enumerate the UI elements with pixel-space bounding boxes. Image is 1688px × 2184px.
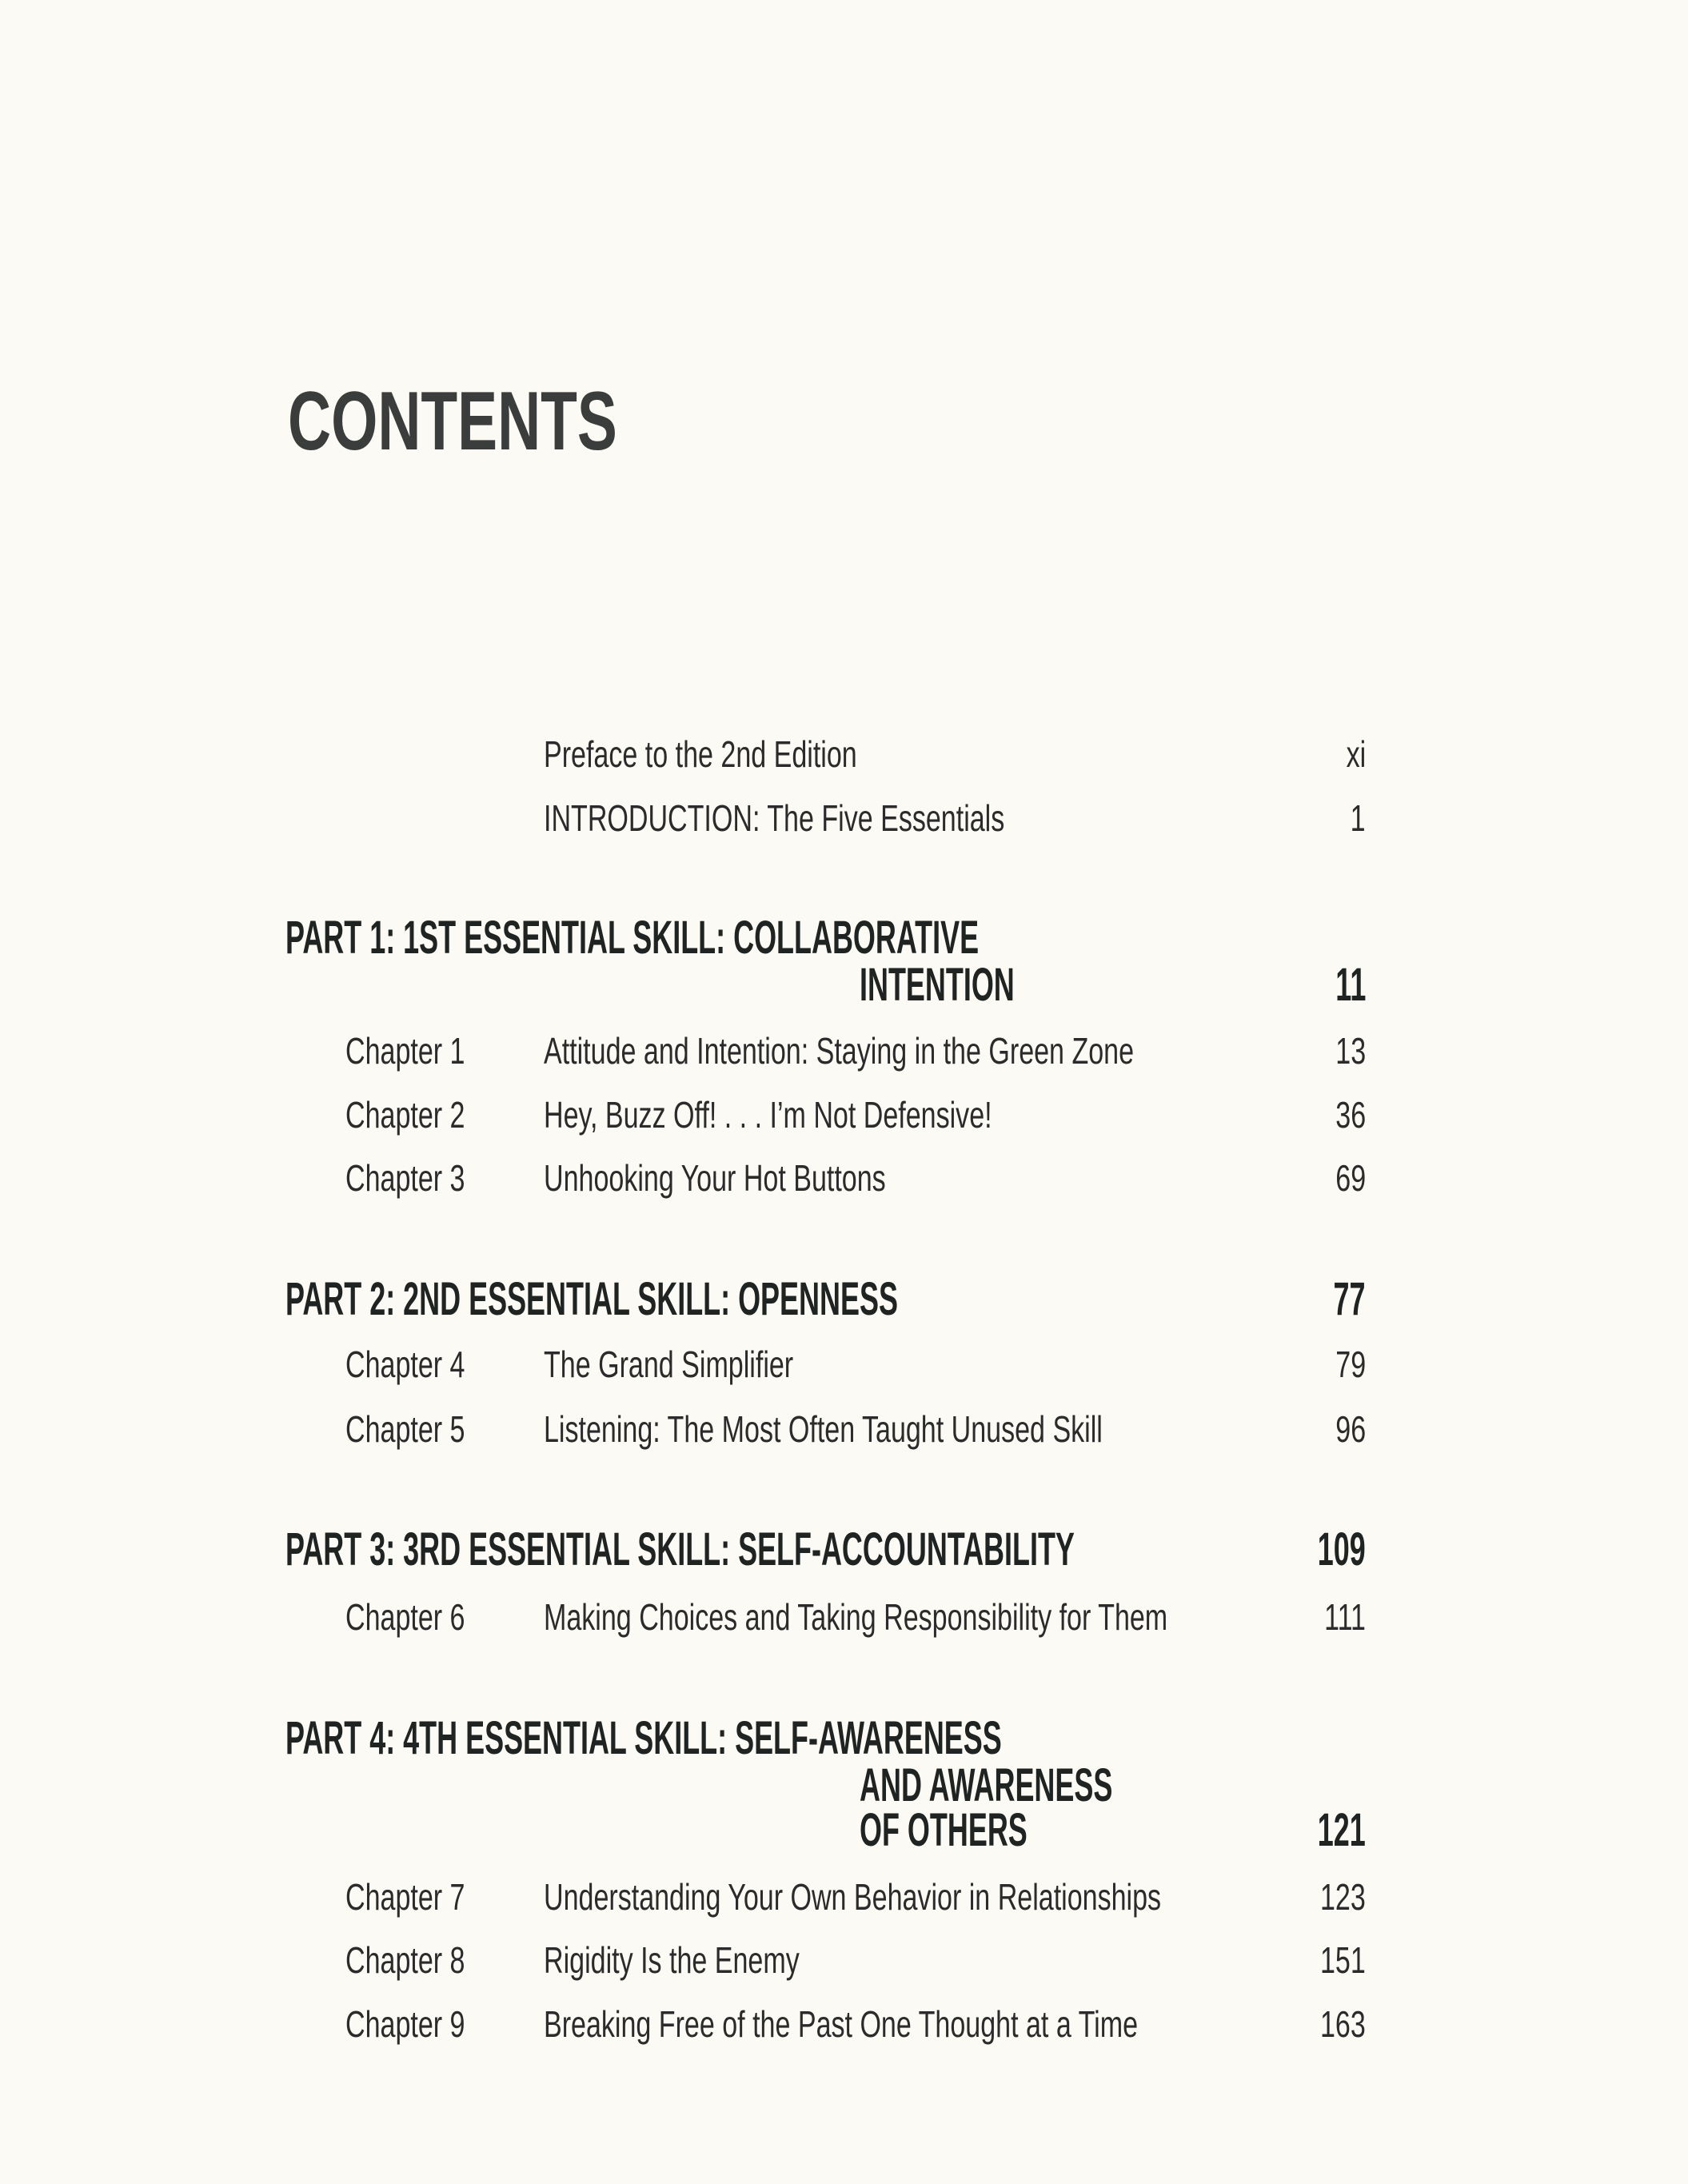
chapter-page: 111 [1324,1596,1366,1638]
part-heading: PART 1: 1ST ESSENTIAL SKILL: COLLABORATIVE [285,912,980,964]
part-heading-line: OF OTHERS [860,1804,1028,1856]
toc-entry-title: Preface to the 2nd Edition [544,733,857,775]
chapter-label: Chapter 3 [345,1157,465,1199]
part-heading-line: AND AWARENESS [860,1759,1113,1811]
chapter-label: Chapter 6 [345,1596,465,1638]
chapter-page: 69 [1335,1157,1366,1199]
chapter-title: The Grand Simplifier [544,1344,794,1385]
chapter-page: 13 [1335,1030,1366,1072]
part-page: 11 [1335,959,1366,1011]
chapter-page: 151 [1320,1939,1366,1981]
part-heading-line: INTENTION [860,959,1015,1011]
chapter-label: Chapter 4 [345,1344,465,1385]
chapter-title: Hey, Buzz Off! . . . I’m Not Defensive! [544,1094,992,1136]
chapter-page: 123 [1320,1876,1366,1918]
part-page: 121 [1317,1804,1366,1856]
chapter-page: 163 [1320,2003,1366,2045]
part-page: 109 [1317,1523,1366,1575]
chapter-title: Breaking Free of the Past One Thought at a Time [544,2003,1139,2045]
chapter-label: Chapter 8 [345,1939,465,1981]
chapter-title: Unhooking Your Hot Buttons [544,1157,886,1199]
part-heading: PART 4: 4TH ESSENTIAL SKILL: SELF-AWARENESS [285,1712,1002,1764]
chapter-page: 36 [1335,1094,1366,1136]
part-heading: PART 3: 3RD ESSENTIAL SKILL: SELF-ACCOUNTABILITY [285,1523,1075,1575]
chapter-title: Attitude and Intention: Staying in the Green Zone [544,1030,1135,1072]
chapter-label: Chapter 1 [345,1030,465,1072]
toc-entry-page: xi [1346,733,1366,775]
toc-entry-page: 1 [1351,797,1366,839]
chapter-title: Making Choices and Taking Responsibility for Them [544,1596,1168,1638]
chapter-label: Chapter 2 [345,1094,465,1136]
chapter-title: Rigidity Is the Enemy [544,1939,800,1981]
chapter-page: 79 [1335,1344,1366,1385]
chapter-label: Chapter 7 [345,1876,465,1918]
toc-entry-title: INTRODUCTION: The Five Essentials [544,797,1005,839]
chapter-label: Chapter 5 [345,1408,465,1450]
part-page: 77 [1334,1273,1366,1325]
chapter-label: Chapter 9 [345,2003,465,2045]
page-title: CONTENTS [288,375,617,468]
part-heading: PART 2: 2ND ESSENTIAL SKILL: OPENNESS [285,1273,898,1325]
chapter-title: Listening: The Most Often Taught Unused Skill [544,1408,1103,1450]
chapter-title: Understanding Your Own Behavior in Relationships [544,1876,1162,1918]
chapter-page: 96 [1335,1408,1366,1450]
